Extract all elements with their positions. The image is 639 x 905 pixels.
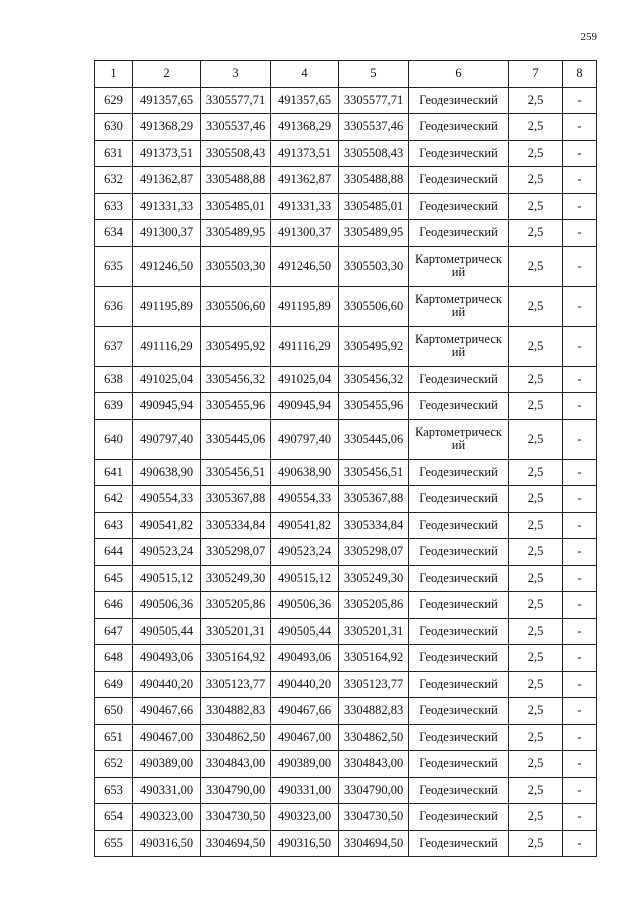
cell-accuracy: 2,5	[509, 618, 563, 645]
cell-x-coordinate-2: 490945,94	[271, 393, 339, 420]
cell-method: Геодезический	[409, 565, 509, 592]
cell-x-coordinate: 490316,50	[133, 830, 201, 857]
table-row	[95, 777, 597, 804]
cell-x-coordinate: 490440,20	[133, 671, 201, 698]
cell-y-coordinate: 3305201,31	[201, 618, 271, 645]
cell-method: Геодезический	[409, 366, 509, 393]
cell-y-coordinate: 3305455,96	[201, 393, 271, 420]
table-row	[95, 393, 597, 420]
cell-x-coordinate: 491362,87	[133, 167, 201, 194]
cell-method: Геодезический	[409, 87, 509, 114]
cell-method: Геодезический	[409, 830, 509, 857]
cell-y-coordinate: 3305495,92	[201, 326, 271, 366]
cell-x-coordinate: 490638,90	[133, 459, 201, 486]
cell-accuracy: 2,5	[509, 419, 563, 459]
cell-y-coordinate-2: 3305537,46	[339, 114, 409, 141]
cell-accuracy: 2,5	[509, 220, 563, 247]
cell-point-number: 633	[95, 193, 133, 220]
cell-note: -	[563, 419, 597, 459]
cell-x-coordinate-2: 490493,06	[271, 645, 339, 672]
cell-x-coordinate-2: 490389,00	[271, 751, 339, 778]
cell-point-number: 652	[95, 751, 133, 778]
cell-y-coordinate-2: 3305445,06	[339, 419, 409, 459]
cell-y-coordinate-2: 3305334,84	[339, 512, 409, 539]
table-row	[95, 751, 597, 778]
cell-x-coordinate: 490323,00	[133, 804, 201, 831]
cell-point-number: 640	[95, 419, 133, 459]
table-row	[95, 459, 597, 486]
cell-method: Геодезический	[409, 193, 509, 220]
cell-method: Геодезический	[409, 114, 509, 141]
cell-method: Геодезический	[409, 393, 509, 420]
cell-y-coordinate: 3305334,84	[201, 512, 271, 539]
cell-x-coordinate-2: 490515,12	[271, 565, 339, 592]
cell-method: Геодезический	[409, 671, 509, 698]
cell-x-coordinate: 490389,00	[133, 751, 201, 778]
cell-point-number: 636	[95, 286, 133, 326]
cell-y-coordinate-2: 3305164,92	[339, 645, 409, 672]
cell-method: Картометрическ ий	[409, 246, 509, 286]
cell-point-number: 631	[95, 140, 133, 167]
cell-note: -	[563, 246, 597, 286]
cell-method: Геодезический	[409, 220, 509, 247]
table-row	[95, 645, 597, 672]
cell-y-coordinate-2: 3305456,51	[339, 459, 409, 486]
cell-point-number: 634	[95, 220, 133, 247]
cell-x-coordinate-2: 491357,65	[271, 87, 339, 114]
cell-x-coordinate: 491368,29	[133, 114, 201, 141]
cell-note: -	[563, 220, 597, 247]
cell-point-number: 643	[95, 512, 133, 539]
cell-point-number: 632	[95, 167, 133, 194]
cell-note: -	[563, 671, 597, 698]
cell-x-coordinate-2: 491116,29	[271, 326, 339, 366]
column-header-1: 1	[95, 61, 133, 88]
cell-method: Геодезический	[409, 592, 509, 619]
cell-point-number: 644	[95, 539, 133, 566]
cell-x-coordinate: 491195,89	[133, 286, 201, 326]
cell-y-coordinate: 3305488,88	[201, 167, 271, 194]
cell-accuracy: 2,5	[509, 459, 563, 486]
cell-accuracy: 2,5	[509, 326, 563, 366]
cell-x-coordinate: 490797,40	[133, 419, 201, 459]
column-header-5: 5	[339, 61, 409, 88]
cell-y-coordinate-2: 3305201,31	[339, 618, 409, 645]
cell-y-coordinate-2: 3304843,00	[339, 751, 409, 778]
cell-accuracy: 2,5	[509, 393, 563, 420]
cell-note: -	[563, 777, 597, 804]
cell-accuracy: 2,5	[509, 512, 563, 539]
cell-y-coordinate: 3305298,07	[201, 539, 271, 566]
cell-y-coordinate: 3305489,95	[201, 220, 271, 247]
cell-point-number: 639	[95, 393, 133, 420]
table-row	[95, 114, 597, 141]
cell-x-coordinate-2: 490331,00	[271, 777, 339, 804]
cell-y-coordinate: 3304790,00	[201, 777, 271, 804]
cell-y-coordinate: 3305503,30	[201, 246, 271, 286]
cell-y-coordinate-2: 3305485,01	[339, 193, 409, 220]
table-row	[95, 87, 597, 114]
cell-x-coordinate-2: 491362,87	[271, 167, 339, 194]
cell-y-coordinate: 3304730,50	[201, 804, 271, 831]
cell-method: Геодезический	[409, 724, 509, 751]
cell-y-coordinate-2: 3304790,00	[339, 777, 409, 804]
cell-accuracy: 2,5	[509, 751, 563, 778]
cell-x-coordinate: 491116,29	[133, 326, 201, 366]
cell-note: -	[563, 114, 597, 141]
table-row	[95, 539, 597, 566]
table-body	[95, 87, 597, 857]
column-header-6: 6	[409, 61, 509, 88]
cell-x-coordinate-2: 491300,37	[271, 220, 339, 247]
cell-point-number: 655	[95, 830, 133, 857]
cell-x-coordinate: 490467,00	[133, 724, 201, 751]
cell-note: -	[563, 751, 597, 778]
cell-y-coordinate-2: 3305495,92	[339, 326, 409, 366]
cell-point-number: 649	[95, 671, 133, 698]
cell-method: Геодезический	[409, 167, 509, 194]
table-row	[95, 592, 597, 619]
cell-accuracy: 2,5	[509, 830, 563, 857]
cell-x-coordinate-2: 490505,44	[271, 618, 339, 645]
cell-method: Геодезический	[409, 698, 509, 725]
cell-y-coordinate-2: 3305506,60	[339, 286, 409, 326]
cell-y-coordinate-2: 3304730,50	[339, 804, 409, 831]
cell-x-coordinate-2: 490554,33	[271, 486, 339, 513]
table-row	[95, 193, 597, 220]
cell-accuracy: 2,5	[509, 140, 563, 167]
cell-point-number: 651	[95, 724, 133, 751]
cell-point-number: 647	[95, 618, 133, 645]
cell-point-number: 629	[95, 87, 133, 114]
cell-note: -	[563, 366, 597, 393]
cell-method: Геодезический	[409, 618, 509, 645]
cell-y-coordinate-2: 3304694,50	[339, 830, 409, 857]
cell-note: -	[563, 193, 597, 220]
cell-accuracy: 2,5	[509, 167, 563, 194]
cell-note: -	[563, 618, 597, 645]
cell-accuracy: 2,5	[509, 724, 563, 751]
cell-note: -	[563, 326, 597, 366]
cell-accuracy: 2,5	[509, 777, 563, 804]
cell-point-number: 642	[95, 486, 133, 513]
cell-y-coordinate-2: 3305577,71	[339, 87, 409, 114]
page-number: 259	[580, 31, 597, 43]
cell-x-coordinate: 490541,82	[133, 512, 201, 539]
cell-y-coordinate: 3305456,51	[201, 459, 271, 486]
cell-y-coordinate: 3305249,30	[201, 565, 271, 592]
cell-note: -	[563, 539, 597, 566]
cell-y-coordinate-2: 3305489,95	[339, 220, 409, 247]
cell-note: -	[563, 698, 597, 725]
cell-x-coordinate-2: 491195,89	[271, 286, 339, 326]
cell-y-coordinate: 3305485,01	[201, 193, 271, 220]
cell-y-coordinate: 3305367,88	[201, 486, 271, 513]
cell-y-coordinate: 3305205,86	[201, 592, 271, 619]
cell-method: Геодезический	[409, 777, 509, 804]
table-row	[95, 326, 597, 366]
cell-x-coordinate-2: 491331,33	[271, 193, 339, 220]
cell-y-coordinate: 3305164,92	[201, 645, 271, 672]
cell-note: -	[563, 87, 597, 114]
cell-point-number: 650	[95, 698, 133, 725]
cell-method: Геодезический	[409, 140, 509, 167]
cell-point-number: 637	[95, 326, 133, 366]
cell-y-coordinate-2: 3305455,96	[339, 393, 409, 420]
cell-y-coordinate-2: 3305298,07	[339, 539, 409, 566]
cell-point-number: 641	[95, 459, 133, 486]
table-row	[95, 167, 597, 194]
cell-x-coordinate-2: 490316,50	[271, 830, 339, 857]
cell-x-coordinate: 490505,44	[133, 618, 201, 645]
cell-x-coordinate-2: 490440,20	[271, 671, 339, 698]
cell-accuracy: 2,5	[509, 565, 563, 592]
cell-x-coordinate-2: 491246,50	[271, 246, 339, 286]
table-row	[95, 366, 597, 393]
cell-y-coordinate: 3304694,50	[201, 830, 271, 857]
cell-accuracy: 2,5	[509, 286, 563, 326]
column-header-7: 7	[509, 61, 563, 88]
cell-x-coordinate: 490467,66	[133, 698, 201, 725]
cell-y-coordinate-2: 3305205,86	[339, 592, 409, 619]
cell-accuracy: 2,5	[509, 645, 563, 672]
cell-point-number: 653	[95, 777, 133, 804]
table-row	[95, 698, 597, 725]
cell-accuracy: 2,5	[509, 486, 563, 513]
cell-x-coordinate-2: 490638,90	[271, 459, 339, 486]
cell-y-coordinate-2: 3305456,32	[339, 366, 409, 393]
cell-note: -	[563, 393, 597, 420]
cell-y-coordinate: 3304862,50	[201, 724, 271, 751]
cell-x-coordinate-2: 490523,24	[271, 539, 339, 566]
column-header-8: 8	[563, 61, 597, 88]
cell-y-coordinate: 3305577,71	[201, 87, 271, 114]
cell-method: Геодезический	[409, 459, 509, 486]
cell-y-coordinate: 3305445,06	[201, 419, 271, 459]
cell-x-coordinate-2: 490323,00	[271, 804, 339, 831]
column-header-4: 4	[271, 61, 339, 88]
cell-x-coordinate: 490945,94	[133, 393, 201, 420]
cell-x-coordinate-2: 491373,51	[271, 140, 339, 167]
cell-x-coordinate: 491357,65	[133, 87, 201, 114]
cell-x-coordinate: 491331,33	[133, 193, 201, 220]
cell-y-coordinate-2: 3305249,30	[339, 565, 409, 592]
cell-x-coordinate: 490493,06	[133, 645, 201, 672]
table-header-row	[95, 61, 597, 88]
cell-note: -	[563, 167, 597, 194]
cell-y-coordinate: 3304843,00	[201, 751, 271, 778]
cell-accuracy: 2,5	[509, 698, 563, 725]
table-row	[95, 220, 597, 247]
table-row	[95, 486, 597, 513]
cell-note: -	[563, 140, 597, 167]
cell-x-coordinate: 490523,24	[133, 539, 201, 566]
cell-method: Геодезический	[409, 751, 509, 778]
cell-method: Геодезический	[409, 539, 509, 566]
cell-x-coordinate-2: 490797,40	[271, 419, 339, 459]
table-row	[95, 419, 597, 459]
cell-x-coordinate-2: 490467,00	[271, 724, 339, 751]
cell-y-coordinate-2: 3305123,77	[339, 671, 409, 698]
cell-method: Картометрическ ий	[409, 286, 509, 326]
table-row	[95, 830, 597, 857]
cell-accuracy: 2,5	[509, 114, 563, 141]
cell-method: Геодезический	[409, 486, 509, 513]
cell-accuracy: 2,5	[509, 246, 563, 286]
cell-note: -	[563, 592, 597, 619]
table-row	[95, 512, 597, 539]
table-row	[95, 565, 597, 592]
cell-y-coordinate: 3305506,60	[201, 286, 271, 326]
cell-note: -	[563, 645, 597, 672]
cell-x-coordinate: 490331,00	[133, 777, 201, 804]
column-header-3: 3	[201, 61, 271, 88]
cell-method: Картометрическ ий	[409, 326, 509, 366]
cell-accuracy: 2,5	[509, 366, 563, 393]
cell-x-coordinate: 490506,36	[133, 592, 201, 619]
cell-method: Геодезический	[409, 512, 509, 539]
cell-y-coordinate-2: 3305503,30	[339, 246, 409, 286]
cell-x-coordinate: 491373,51	[133, 140, 201, 167]
cell-y-coordinate-2: 3304862,50	[339, 724, 409, 751]
cell-note: -	[563, 286, 597, 326]
cell-x-coordinate-2: 490541,82	[271, 512, 339, 539]
cell-point-number: 654	[95, 804, 133, 831]
cell-accuracy: 2,5	[509, 804, 563, 831]
cell-point-number: 638	[95, 366, 133, 393]
cell-point-number: 630	[95, 114, 133, 141]
cell-x-coordinate-2: 491368,29	[271, 114, 339, 141]
cell-accuracy: 2,5	[509, 671, 563, 698]
cell-note: -	[563, 486, 597, 513]
cell-x-coordinate: 491300,37	[133, 220, 201, 247]
cell-x-coordinate-2: 491025,04	[271, 366, 339, 393]
table-row	[95, 804, 597, 831]
cell-x-coordinate: 490554,33	[133, 486, 201, 513]
cell-y-coordinate-2: 3305508,43	[339, 140, 409, 167]
table-row	[95, 140, 597, 167]
cell-y-coordinate-2: 3304882,83	[339, 698, 409, 725]
cell-y-coordinate: 3305508,43	[201, 140, 271, 167]
cell-x-coordinate: 491025,04	[133, 366, 201, 393]
cell-x-coordinate: 490515,12	[133, 565, 201, 592]
cell-y-coordinate: 3305456,32	[201, 366, 271, 393]
cell-y-coordinate: 3305537,46	[201, 114, 271, 141]
cell-y-coordinate-2: 3305367,88	[339, 486, 409, 513]
cell-y-coordinate-2: 3305488,88	[339, 167, 409, 194]
cell-y-coordinate: 3304882,83	[201, 698, 271, 725]
cell-note: -	[563, 459, 597, 486]
cell-note: -	[563, 804, 597, 831]
cell-method: Геодезический	[409, 804, 509, 831]
table-row	[95, 671, 597, 698]
cell-note: -	[563, 565, 597, 592]
cell-method: Геодезический	[409, 645, 509, 672]
cell-note: -	[563, 724, 597, 751]
cell-point-number: 648	[95, 645, 133, 672]
table-row	[95, 246, 597, 286]
cell-x-coordinate-2: 490467,66	[271, 698, 339, 725]
cell-x-coordinate: 491246,50	[133, 246, 201, 286]
cell-point-number: 635	[95, 246, 133, 286]
coordinates-table	[94, 60, 597, 857]
cell-accuracy: 2,5	[509, 87, 563, 114]
column-header-2: 2	[133, 61, 201, 88]
cell-accuracy: 2,5	[509, 592, 563, 619]
table-row	[95, 618, 597, 645]
cell-accuracy: 2,5	[509, 193, 563, 220]
cell-accuracy: 2,5	[509, 539, 563, 566]
cell-note: -	[563, 512, 597, 539]
table-row	[95, 286, 597, 326]
cell-y-coordinate: 3305123,77	[201, 671, 271, 698]
cell-note: -	[563, 830, 597, 857]
cell-method: Картометрическ ий	[409, 419, 509, 459]
table-row	[95, 724, 597, 751]
cell-point-number: 645	[95, 565, 133, 592]
cell-point-number: 646	[95, 592, 133, 619]
cell-x-coordinate-2: 490506,36	[271, 592, 339, 619]
